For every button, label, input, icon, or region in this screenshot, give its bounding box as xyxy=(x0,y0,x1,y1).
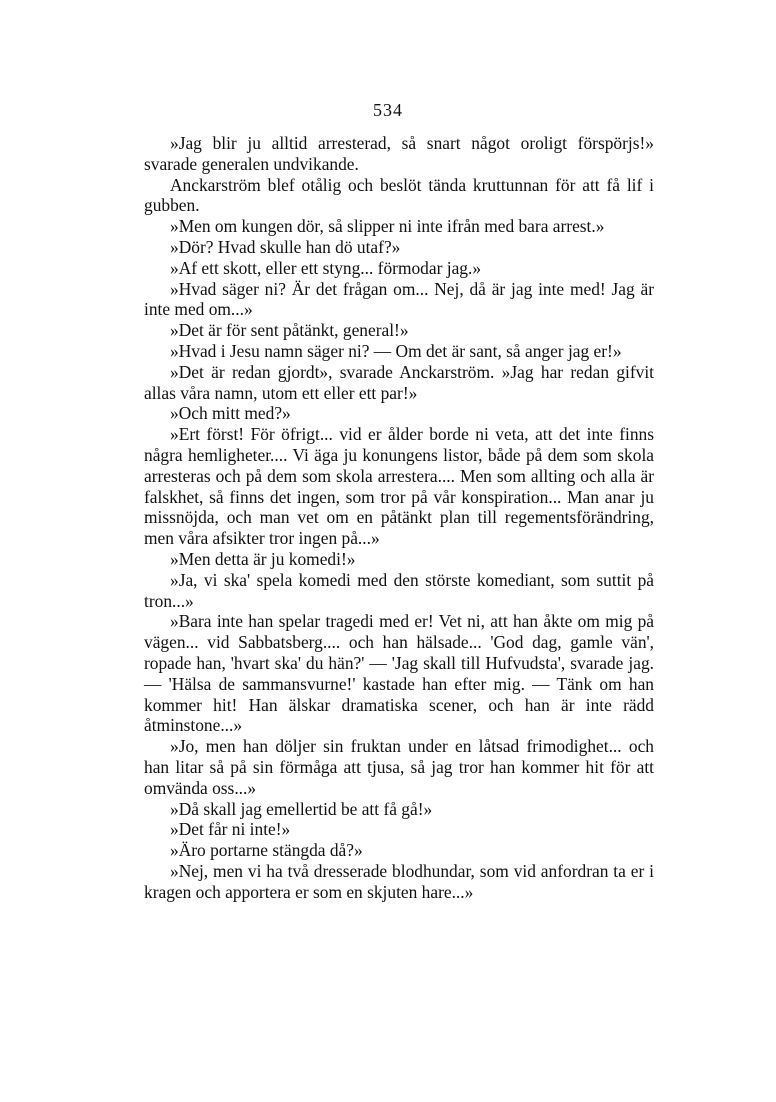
paragraph: Anckarström blef otålig och beslöt tända kruttunnan för att få lif i gubben. xyxy=(144,174,654,216)
paragraph: »Nej, men vi ha två dresserade blodhundar, som vid anfordran ta er i kragen och apportera er som en skjuten hare...» xyxy=(144,860,654,902)
paragraph: »Det är redan gjordt», svarade Anckarström. »Jag har redan gifvit allas våra namn, utom ett eller ett par!» xyxy=(144,361,654,403)
paragraph: »Bara inte han spelar tragedi med er! Vet ni, att han åkte om mig på vägen... vid Sabbatsberg.... och han hälsade... 'God dag, gamle vän', ropade han, 'hvart ska' du hän?' — 'Jag skall till Hufvudsta', svarade jag. — 'Hälsa de sammansvurne!' kastade han efter mig. — Tänk om han kommer hit! Han älskar dramatiska scener, och han är inte rädd åtminstone...» xyxy=(144,611,654,736)
paragraph: »Det får ni inte!» xyxy=(170,819,291,840)
paragraph: »Ert först! För öfrigt... vid er ålder borde ni veta, att det inte finns några hemligheter.... Vi äga ju konungens listor, både på dem som skola arresteras och på dem som skola arrestera.... Men som allting och alla är falskhet, så finns det ingen, som tror på vår konspiration... Man anar ju missnöjda, och man vet om en påtänkt plan till regementsförändring, men våra afsikter tror ingen på...» xyxy=(144,424,654,549)
paragraph: »Jag blir ju alltid arresterad, så snart något oroligt förspörjs!» svarade generalen undvikande. xyxy=(144,133,654,174)
paragraph: »Hvad säger ni? Är det frågan om... Nej, då är jag inte med! Jag är inte med om...» xyxy=(144,278,654,320)
paragraph: »Men detta är ju komedi!» xyxy=(170,548,356,569)
text-block xyxy=(144,133,654,902)
paragraph: »Hvad i Jesu namn säger ni? — Om det är sant, så anger jag er!» xyxy=(170,340,622,361)
page-number: 534 xyxy=(373,100,403,120)
paragraph: »Af ett skott, eller ett styng... förmodar jag.» xyxy=(170,257,482,278)
paragraph: »Det är för sent påtänkt, general!» xyxy=(170,320,409,341)
paragraph: »Och mitt med?» xyxy=(170,403,291,424)
paragraph: »Men om kungen dör, så slipper ni inte ifrån med bara arrest.» xyxy=(170,216,605,237)
paragraph: »Äro portarne stängda då?» xyxy=(170,840,363,861)
paragraph: »Då skall jag emellertid be att få gå!» xyxy=(170,798,433,819)
paragraph: »Dör? Hvad skulle han dö utaf?» xyxy=(170,236,401,257)
paragraph: »Ja, vi ska' spela komedi med den störste komediant, som suttit på tron...» xyxy=(144,569,654,611)
paragraph: »Jo, men han döljer sin fruktan under en låtsad frimodighet... och han litar så på sin förmåga att tjusa, så jag tror han kommer hit för att omvända oss...» xyxy=(144,736,654,798)
